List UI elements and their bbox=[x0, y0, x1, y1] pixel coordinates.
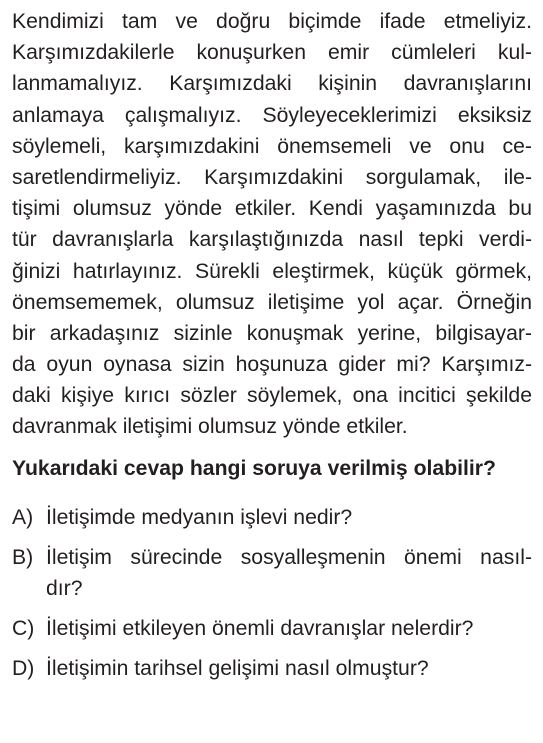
passage-line: söylemeli, karşımızdakini önemsemeli ve onu ce- bbox=[12, 134, 532, 158]
option-text bbox=[46, 542, 532, 604]
passage-line: Karşımızdakilerle konuşurken emir cümleleri kul- bbox=[12, 41, 532, 65]
question-page bbox=[12, 0, 532, 693]
option-text bbox=[46, 613, 532, 644]
passage-line: anlamaya çalışmalıyız. Söyleyeceklerimizi eksiksiz bbox=[12, 103, 532, 127]
option-letter: B) bbox=[12, 545, 34, 569]
option-c[interactable] bbox=[12, 613, 532, 644]
passage-line: Kendimizi tam ve doğru biçimde ifade etmeliyiz. bbox=[12, 10, 532, 33]
passage-line: tür davranışlarla karşılaştığınızda nasıl tepki verdi- bbox=[12, 228, 532, 252]
passage-line: ğinizi hatırlayınız. Sürekli eleştirmek, küçük görmek, bbox=[12, 259, 532, 283]
answer-options bbox=[12, 502, 532, 684]
passage-line: bir arkadaşınız sizinle konuşmak yerine, bilgisayar- bbox=[12, 321, 532, 345]
passage-line: davranmak iletişimi olumsuz yönde etkiler. bbox=[12, 415, 408, 439]
option-line: İletişimi etkileyen önemli davranışlar nelerdir? bbox=[46, 616, 474, 640]
option-line: İletişimin tarihsel gelişimi nasıl olmuştur? bbox=[46, 656, 429, 680]
reading-passage bbox=[12, 0, 532, 443]
option-letter: A) bbox=[12, 505, 34, 529]
option-line: İletişim sürecinde sosyalleşmenin önemi nasıl- bbox=[46, 545, 532, 569]
passage-line: da oyun oynasa sizin hoşunuza gider mi? Karşımız- bbox=[12, 353, 532, 377]
option-d[interactable] bbox=[12, 653, 532, 684]
passage-line: önemsememek, olumsuz iletişime yol açar. Örneğin bbox=[12, 290, 532, 314]
option-a[interactable] bbox=[12, 502, 532, 533]
option-letter: C) bbox=[12, 616, 35, 640]
question-stem: Yukarıdaki cevap hangi soruya verilmiş olabilir? bbox=[12, 456, 496, 480]
passage-line: daki kişiye kırıcı sözler söylemek, ona incitici şekilde bbox=[12, 384, 532, 408]
option-text bbox=[46, 653, 532, 684]
option-line: dır? bbox=[46, 576, 83, 600]
option-b[interactable] bbox=[12, 542, 532, 604]
option-line: İletişimde medyanın işlevi nedir? bbox=[46, 505, 353, 529]
option-text bbox=[46, 502, 532, 533]
passage-line: lanmamalıyız. Karşımızdaki kişinin davranışlarını bbox=[12, 72, 532, 96]
option-letter: D) bbox=[12, 656, 35, 680]
passage-line: tişimi olumsuz yönde etkiler. Kendi yaşamınızda bu bbox=[12, 197, 532, 221]
passage-line: saretlendirmeliyiz. Karşımızdakini sorgulamak, ile- bbox=[12, 165, 532, 189]
